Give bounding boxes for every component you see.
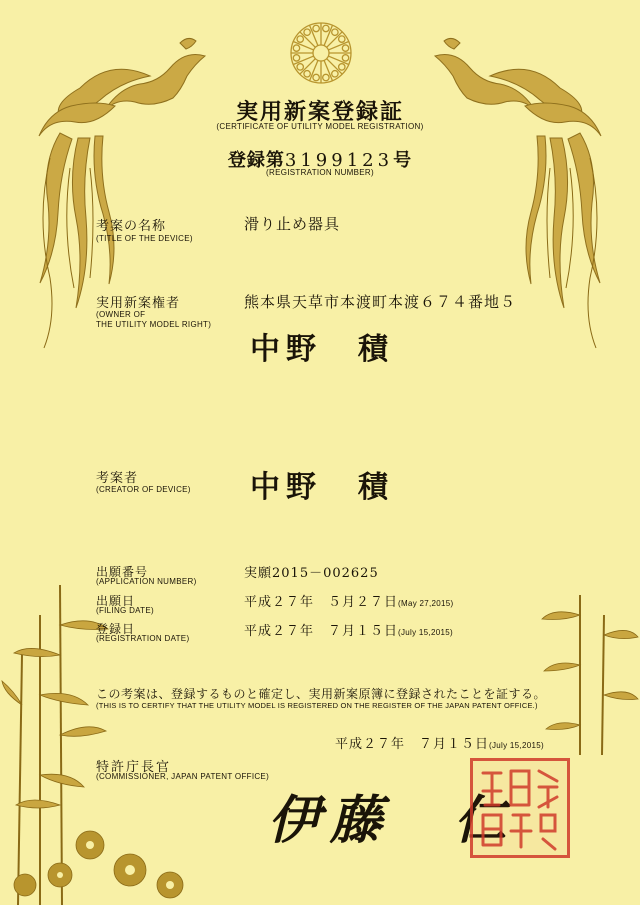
creator-label: 考案者 bbox=[96, 471, 139, 486]
owner-name: 中野 積 bbox=[250, 332, 394, 367]
commissioner-label: 特許庁長官 bbox=[96, 760, 172, 775]
registration-date-en: (July 15,2015) bbox=[398, 628, 453, 637]
application-label: 出願番号 bbox=[96, 565, 149, 579]
registration-date bbox=[244, 620, 453, 639]
application-number: 実願2015－002625 bbox=[244, 566, 379, 581]
filing-date-en: (May 27,2015) bbox=[398, 599, 454, 608]
registration-label: 登録第 bbox=[227, 150, 285, 171]
application-label-en: (APPLICATION NUMBER) bbox=[96, 577, 197, 586]
filing-date-jp: 平成２７年 ５月２７日 bbox=[244, 595, 399, 610]
filing-label-en: (FILING DATE) bbox=[96, 606, 154, 615]
certify-date-jp: 平成２７年 ７月１５日 bbox=[335, 737, 490, 752]
certify-statement-en: (THIS IS TO CERTIFY THAT THE UTILITY MODEL IS REGISTERED ON THE REGISTER OF THE JAPAN PATENT OFFICE.) bbox=[96, 701, 538, 710]
certificate-title: 実用新案登録証 bbox=[235, 99, 404, 125]
bamboo-right-icon bbox=[540, 585, 640, 755]
creator-name: 中野 積 bbox=[250, 470, 394, 505]
official-seal-icon bbox=[470, 758, 570, 858]
phoenix-right-icon bbox=[420, 28, 620, 373]
registration-date-label-en: (REGISTRATION DATE) bbox=[96, 634, 190, 643]
certify-date bbox=[335, 733, 544, 752]
certify-date-en: (July 15,2015) bbox=[489, 741, 544, 750]
owner-address: 熊本県天草市本渡町本渡６７４番地５ bbox=[244, 293, 517, 311]
device-title: 滑り止め器具 bbox=[244, 215, 341, 233]
device-label-en: (TITLE OF THE DEVICE) bbox=[96, 234, 193, 243]
owner-label-en-1: (OWNER OF bbox=[96, 310, 146, 319]
registration-value: 3199123 bbox=[284, 150, 394, 171]
registration-date-jp: 平成２７年 ７月１５日 bbox=[244, 624, 399, 639]
device-label: 考案の名称 bbox=[96, 219, 167, 234]
certificate-title-en: (CERTIFICATE OF UTILITY MODEL REGISTRATION) bbox=[216, 122, 424, 131]
owner-label: 実用新案権者 bbox=[96, 296, 181, 311]
registration-number-en: (REGISTRATION NUMBER) bbox=[266, 168, 374, 177]
creator-label-en: (CREATOR OF DEVICE) bbox=[96, 485, 191, 494]
commissioner-label-en: (COMMISSIONER, JAPAN PATENT OFFICE) bbox=[96, 772, 270, 781]
registration-date-label: 登録日 bbox=[96, 622, 136, 636]
commissioner-signature: 伊藤 仁 bbox=[268, 790, 517, 851]
owner-label-en-2: THE UTILITY MODEL RIGHT) bbox=[96, 320, 212, 329]
chrysanthemum-crest-icon bbox=[288, 20, 354, 86]
filing-label: 出願日 bbox=[96, 594, 136, 608]
registration-suffix: 号 bbox=[393, 150, 413, 171]
filing-date bbox=[244, 591, 454, 610]
certify-statement: この考案は、登録するものと確定し、実用新案原簿に登録されたことを証する。 bbox=[96, 687, 547, 701]
